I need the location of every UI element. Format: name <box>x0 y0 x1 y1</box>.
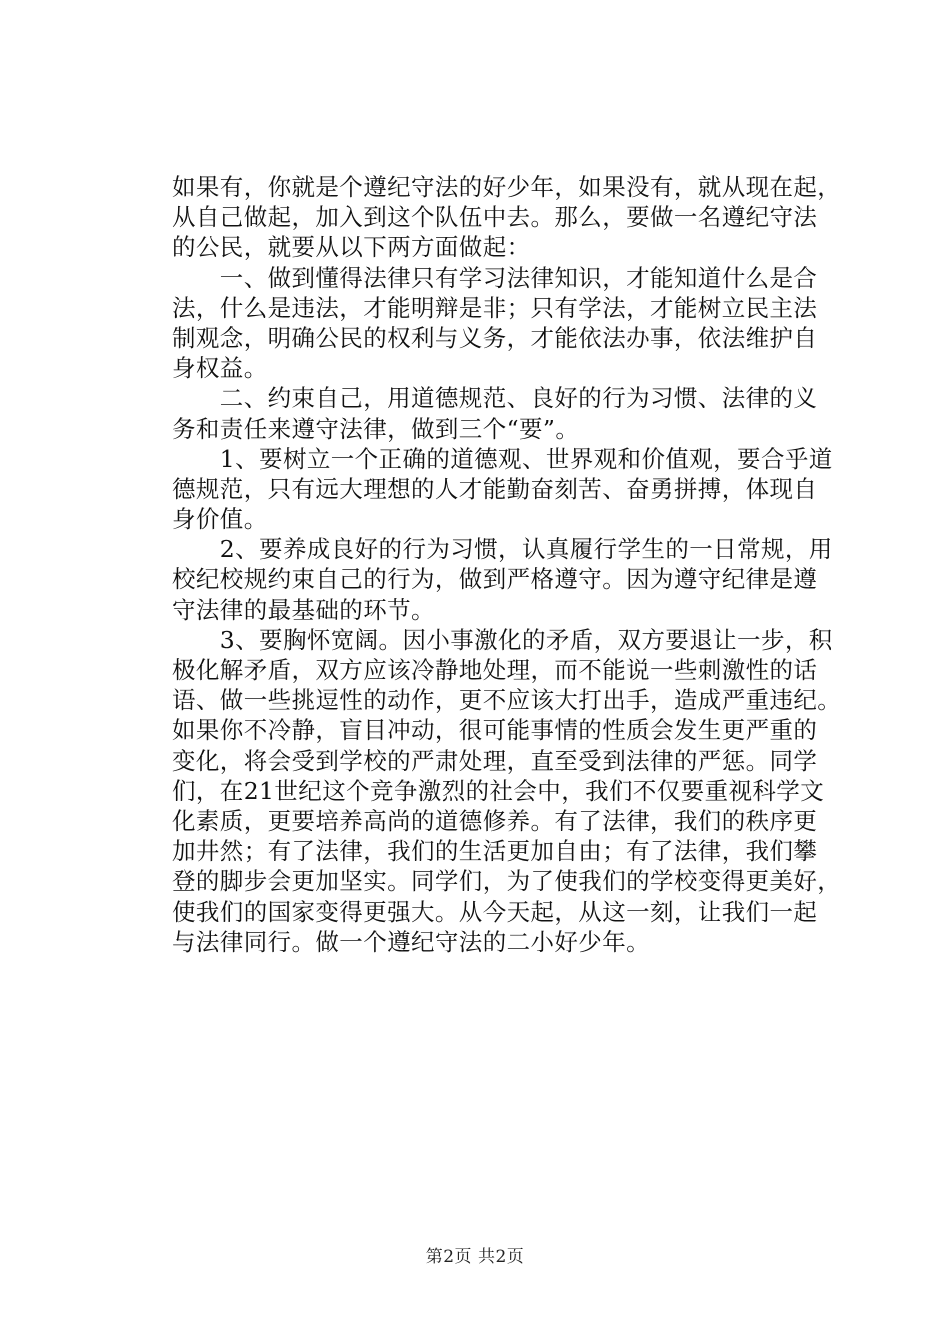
text-line: 法，什么是违法，才能明辩是非；只有学法，才能树立民主法 <box>172 293 818 322</box>
body-text <box>172 172 842 957</box>
page-number-label: 第2页 共2页 <box>425 1247 525 1267</box>
text-line: 加井然；有了法律，我们的生活更加自由；有了法律，我们攀 <box>172 837 818 866</box>
text-line: 使我们的国家变得更强大。从今天起，从这一刻，让我们一起 <box>172 897 818 926</box>
text-line: 校纪校规约束自己的行为，做到严格遵守。因为遵守纪律是遵 <box>172 565 818 594</box>
text-line: 的公民，就要从以下两方面做起： <box>172 233 531 262</box>
text-line: 2、要养成良好的行为习惯，认真履行学生的一日常规，用 <box>172 535 833 564</box>
text-line: 1、要树立一个正确的道德观、世界观和价值观，要合乎道 <box>172 444 833 473</box>
text-line: 守法律的最基础的环节。 <box>172 595 435 624</box>
text-line: 3、要胸怀宽阔。因小事激化的矛盾，双方要退让一步，积 <box>172 625 833 654</box>
text-line: 与法律同行。做一个遵纪守法的二小好少年。 <box>172 927 650 956</box>
text-line: 如果你不冷静，盲目冲动，很可能事情的性质会发生更严重的 <box>172 716 818 745</box>
text-line: 制观念，明确公民的权利与义务，才能依法办事，依法维护自 <box>172 323 818 352</box>
text-line: 务和责任来遵守法律，做到三个“要”。 <box>172 414 580 443</box>
text-line: 如果有，你就是个遵纪守法的好少年，如果没有，就从现在起， <box>172 173 842 201</box>
text-line: 德规范，只有远大理想的人才能勤奋刻苦、奋勇拼搏，体现自 <box>172 474 818 503</box>
text-line: 身权益。 <box>172 354 268 383</box>
text-line: 二、约束自己，用道德规范、良好的行为习惯、法律的义 <box>172 384 818 413</box>
text-line: 从自己做起，加入到这个队伍中去。那么，要做一名遵纪守法 <box>172 203 818 232</box>
page-footer <box>0 1242 950 1267</box>
text-line: 身价值。 <box>172 505 268 534</box>
text-line: 化素质，更要培养高尚的道德修养。有了法律，我们的秩序更 <box>172 806 818 835</box>
text-line: 登的脚步会更加坚实。同学们，为了使我们的学校变得更美好， <box>172 867 842 896</box>
text-line: 们，在21世纪这个竞争激烈的社会中，我们不仅要重视科学文 <box>172 776 825 805</box>
text-line: 一、做到懂得法律只有学习法律知识，才能知道什么是合 <box>172 263 818 292</box>
text-line: 语、做一些挑逗性的动作，更不应该大打出手，造成严重违纪。 <box>172 686 842 715</box>
text-line: 变化，将会受到学校的严肃处理，直至受到法律的严惩。同学 <box>172 746 818 775</box>
text-line: 极化解矛盾，双方应该冷静地处理，而不能说一些刺激性的话 <box>172 656 818 684</box>
